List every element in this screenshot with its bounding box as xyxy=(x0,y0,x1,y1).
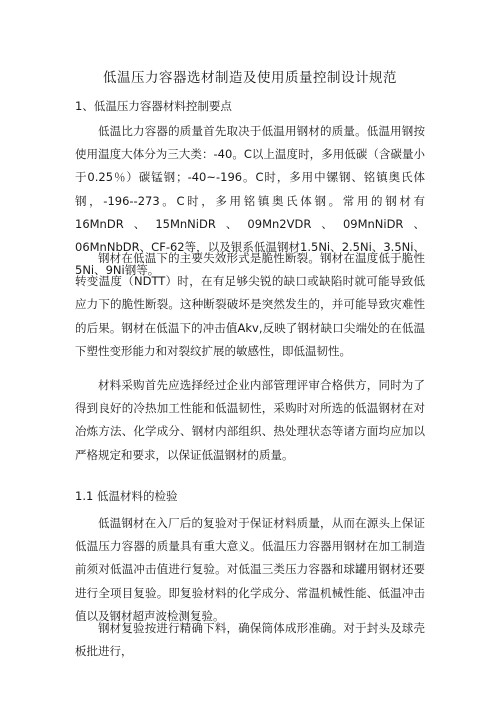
paragraph-material-procurement: 材料采购首先应选择经过企业内部管理评审合格供方，同时为了得到良好的冷热加工性能和低温韧性，采购时对所选的低温钢材在对冶炼方法、化学成分、钢材内部组织、热处理状态等诸方面均应加以严格规定和要求，以保证低温钢材的质量。 xyxy=(75,378,425,462)
paragraph-low-temp-steel-types: 低温比力容器的质量首先取决于低温用钢材的质量。低温用钢按使用温度大体分为三大类：-40。C以上温度时，多用低碳（含碳量小于0.25％）碳锰钢；-40~-196。C时，多用中镙钢、铭镇奥氏体钢，-196--273。C时，多用铭镇奥氏体钢。常用的钢材有16MnDR、15MnNiDR、09Mn2VDR、09MnNiDR、06MnNbDR、CF-62等，以及银系低温钢材1.5Ni、2.5Ni、3.5Ni、5Ni、9Ni钢等。 xyxy=(75,124,425,278)
paragraph-brittle-fracture: 钢材在低温下的主要失效形式是脆性断裂。钢材在温度低于脆性转变温度（NDTT）时，在有足够尖锐的缺口或缺陷时就可能导致低应力下的脆性断裂。这种断裂破坏是突然发生的，并可能导致灾难性的后果。钢材在低温下的冲击值Akv,反映了钢材缺口尖端处的在低温下塑性变形能力和对裂纹扩展的敏感性，即低温韧性。 xyxy=(75,251,425,358)
section-heading-1: 1、低温压力容器材料控制要点 xyxy=(75,99,232,113)
paragraph-material-recheck: 低温钢材在入厂后的复验对于保证材料质量，从而在源头上保证低温压力容器的质量具有重大意义。低温压力容器用钢材在加工制造前须对低温冲击值进行复验。对低温三类压力容器和球罐用钢材还要进行全项目复验。即复验材料的化学成分、常温机械性能、低温冲击值以及钢材超声波检测复验。 xyxy=(75,516,425,623)
document-title: 低温压力容器选材制造及使用质量控制设计规范 xyxy=(103,70,397,86)
paragraph-cutting: 钢材复验按进行精确下料，确保筒体成形准确。对于封头及球壳板批进行， xyxy=(75,621,425,659)
section-heading-1-1: 1.1 低温材料的检验 xyxy=(75,489,178,503)
